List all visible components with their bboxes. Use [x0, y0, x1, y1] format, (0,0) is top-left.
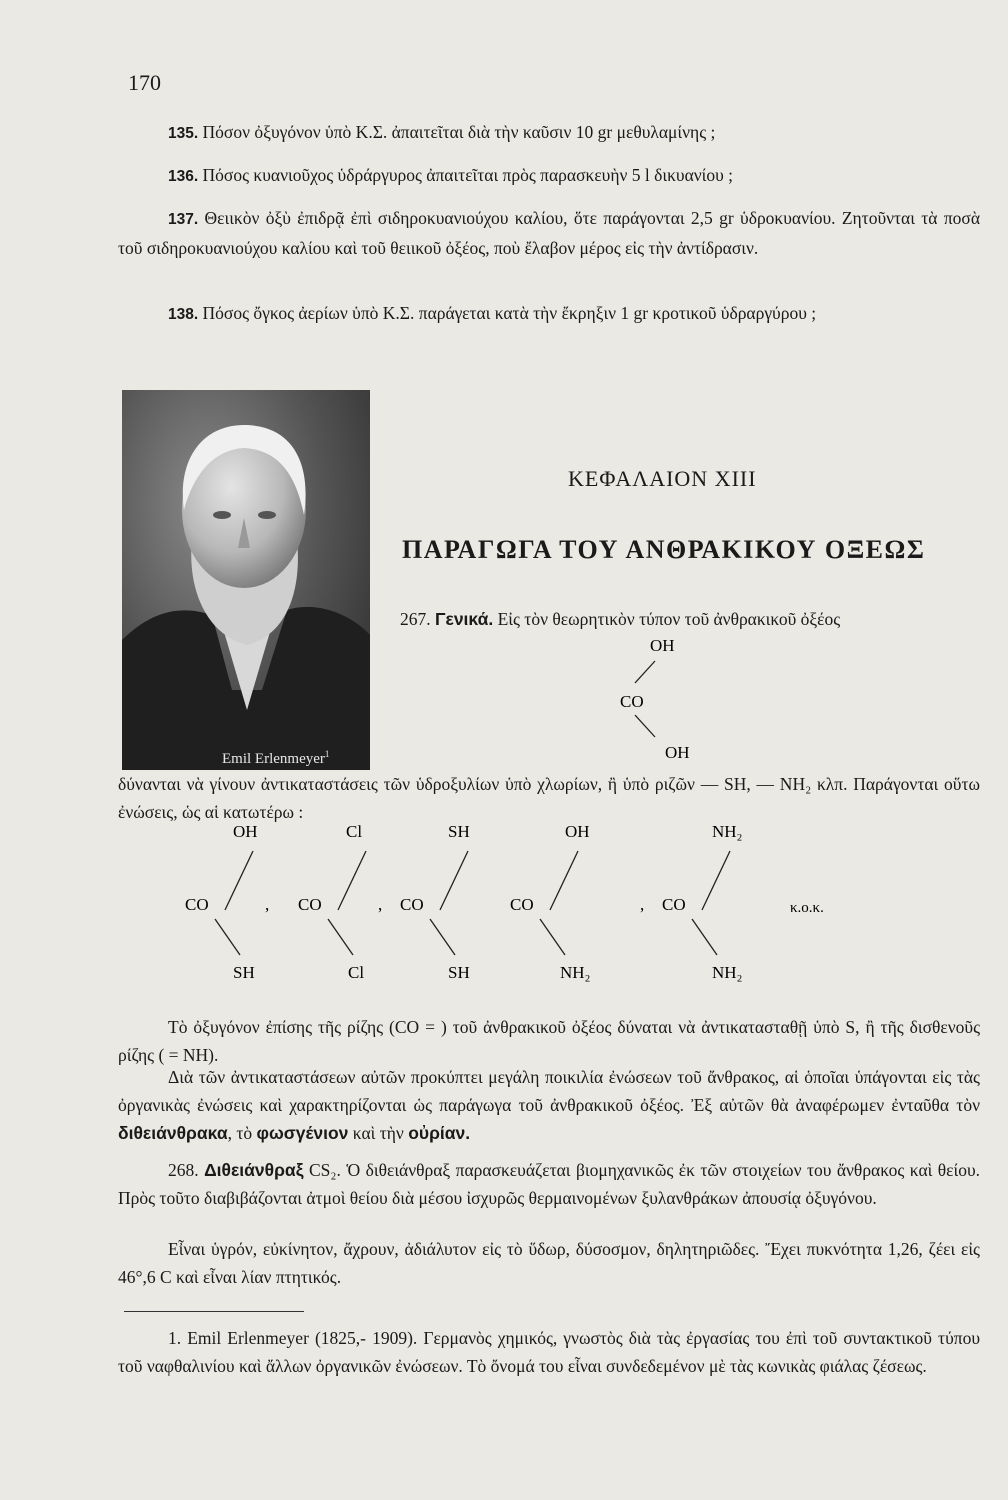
bond-upper	[225, 851, 253, 910]
bond-lower	[692, 919, 717, 955]
section-heading: Διθειάνθραξ	[204, 1160, 304, 1180]
bond-upper	[702, 851, 730, 910]
section-number: 268.	[168, 1160, 199, 1180]
formula-center: CO	[620, 692, 644, 711]
bond-upper	[550, 851, 578, 910]
para-variety-text: Διὰ τῶν ἀντικαταστάσεων αὐτῶν προκύπτει μεγάλη ποικιλία ἐνώσεων τοῦ ἄνθρακος, αἱ ὁποῖαι ὑπάγονται εἰς τὰς ὀργανικὰς ἐνώσεις καὶ χαρακτηρίζονται ὡς παράγωγα τοῦ ἀνθρακικοῦ ὀξέος. Ἐξ αὐτῶν θὰ ἀναφέρωμεν ἐνταῦθα τὸν	[118, 1067, 980, 1115]
footnote-divider	[124, 1311, 304, 1312]
term-carbon-disulfide: διθειάνθρακα	[118, 1123, 228, 1143]
derivative-bottom: SH	[448, 963, 470, 982]
bond-upper	[635, 661, 655, 683]
separator: ,	[265, 895, 270, 914]
carbonic-acid-formula	[600, 625, 720, 775]
para-variety	[118, 1063, 980, 1147]
derivative-center: CO	[400, 895, 424, 914]
exercise-136	[118, 161, 980, 191]
exercise-text: Πόσον ὀξυγόνον ὑπὸ Κ.Σ. ἀπαιτεῖται διὰ τὴν καῦσιν 10 gr μεθυλαμίνης ;	[202, 122, 716, 142]
exercise-138	[118, 299, 980, 329]
formula-bottom: OH	[665, 743, 690, 762]
derivative-top: Cl	[346, 822, 363, 841]
page-number: 170	[128, 70, 161, 95]
term-phosgene: φωσγένιον	[256, 1123, 349, 1143]
derivative-bottom: NH₂	[712, 963, 743, 982]
derivative-bottom: Cl	[348, 963, 365, 982]
derivative-bottom: NH₂	[560, 963, 591, 982]
portrait-emil-erlenmeyer	[122, 390, 370, 770]
portrait-caption	[222, 749, 329, 767]
exercise-text: Πόσος κυανιοῦχος ὑδράργυρος ἀπαιτεῖται πρὸς παρασκευὴν 5 l δικυανίου ;	[202, 165, 734, 185]
derivative-bottom: SH	[233, 963, 255, 982]
section-text: Εἰς τὸν θεωρητικὸν τύπον τοῦ ἀνθρακικοῦ ὀξέος	[497, 609, 841, 629]
derivative-4	[510, 822, 590, 982]
section-268	[118, 1156, 980, 1212]
exercise-number: 138.	[168, 306, 199, 323]
term-urea: οὐρίαν.	[408, 1123, 471, 1143]
section-formula: CS₂.	[308, 1160, 341, 1180]
section-number: 267.	[400, 609, 431, 629]
formula-top: OH	[650, 636, 675, 655]
bond-upper	[440, 851, 468, 910]
footnote-mark: 1	[324, 749, 330, 759]
term-separator: , τὸ	[227, 1123, 253, 1143]
chapter-label: ΚΕΦΑΛΑΙΟΝ XIII	[568, 466, 757, 491]
derivative-center: CO	[662, 895, 686, 914]
bond-lower	[540, 919, 565, 955]
bond-lower	[430, 919, 455, 955]
exercise-135	[118, 118, 980, 148]
exercise-number: 136.	[168, 168, 199, 185]
bond-lower	[635, 715, 655, 737]
derivative-top: NH₂	[712, 822, 743, 841]
derivative-top: SH	[448, 822, 470, 841]
portrait-eye-right	[258, 511, 276, 519]
footnote: 1. Emil Erlenmeyer (1825,- 1909). Γερμανὸς χημικός, γνωστὸς διὰ τὰς ἐργασίας του ἐπὶ τοῦ συντακτικοῦ τύπου τοῦ ναφθαλινίου καὶ ἄλλων ὀργανικῶν ἐνώσεων. Τὸ ὄνομά του εἶναι συνδεδεμένον μὲ τὰς κωνικὰς φιάλας ζέσεως.	[118, 1328, 980, 1376]
portrait-caption-name: Emil Erlenmeyer	[222, 751, 325, 767]
exercise-137	[118, 204, 980, 262]
derivative-center: CO	[298, 895, 322, 914]
chapter-title: ΠΑΡΑΓΩΓΑ ΤΟΥ ΑΝΘΡΑΚΙΚΟΥ ΟΞΕΩΣ	[402, 535, 926, 564]
derivative-5	[662, 822, 742, 982]
derivative-top: OH	[233, 822, 258, 841]
para-oxygen: Τὸ ὀξυγόνον ἐπίσης τῆς ρίζης (CO = ) τοῦ ἀνθρακικοῦ ὀξέος δύναται νὰ ἀντικατασταθῇ ὑπὸ S, ἢ τῆς δισθενοῦς ρίζης ( = NH).	[118, 1017, 980, 1065]
para-substitution: δύνανται νὰ γίνουν ἀντικαταστάσεις τῶν ὑδροξυλίων ὑπὸ χλωρίων, ἢ ὑπὸ ριζῶν — SH, — NH₂ κλπ. Παράγονται οὕτω ἐνώσεις, ὡς αἱ κατωτέρω :	[118, 774, 980, 822]
bond-lower	[215, 919, 240, 955]
derivative-center: CO	[510, 895, 534, 914]
derivative-3	[400, 822, 470, 982]
bond-lower	[328, 919, 353, 955]
derivative-1	[185, 822, 258, 982]
term-separator: καὶ τὴν	[352, 1123, 404, 1143]
section-text: Ὁ διθειάνθραξ παρασκευάζεται βιομηχανικῶς ἐκ τῶν στοιχείων του ἄνθρακος καὶ θείου. Πρὸς τοῦτο διαβιβάζονται ἀτμοὶ θείου διὰ μέσου ἰσχυρῶς θερμαινομένων ξυλανθράκων ἀπουσίᾳ ὀξυγόνου.	[118, 1160, 981, 1208]
derivative-2	[298, 822, 366, 982]
separator: ,	[378, 895, 383, 914]
bond-upper	[338, 851, 366, 910]
exercise-number: 135.	[168, 125, 199, 142]
etc-label: κ.ο.κ.	[790, 900, 824, 916]
exercise-text: Πόσος ὄγκος ἀερίων ὑπὸ Κ.Σ. παράγεται κατὰ τὴν ἔκρηξιν 1 gr κροτικοῦ ὑδραργύρου ;	[202, 303, 817, 323]
section-268-properties: Εἶναι ὑγρόν, εὐκίνητον, ἄχρουν, ἀδιάλυτον εἰς τὸ ὕδωρ, δύσοσμον, δηλητηριῶδες. Ἔχει πυκνότητα 1,26, ζέει εἰς 46°,6 C καὶ εἶναι λίαν πτητικός.	[118, 1239, 980, 1287]
derivative-center: CO	[185, 895, 209, 914]
separator: ,	[640, 895, 645, 914]
derivatives-formulas	[170, 815, 980, 995]
exercise-number: 137.	[168, 211, 199, 228]
exercise-text: Θειικὸν ὀξὺ ἐπιδρᾷ ἐπὶ σιδηροκυανιούχου καλίου, ὅτε παράγονται 2,5 gr ὑδροκυανίου. Ζητοῦνται τὰ ποσὰ τοῦ σιδηροκυανιούχου καλίου καὶ τοῦ θειικοῦ ὀξέος, ποὺ ἔλαβον μέρος εἰς τὴν ἀντίδρασιν.	[118, 208, 981, 258]
derivative-top: OH	[565, 822, 590, 841]
section-heading: Γενικά.	[435, 609, 494, 629]
portrait-eye-left	[213, 511, 231, 519]
